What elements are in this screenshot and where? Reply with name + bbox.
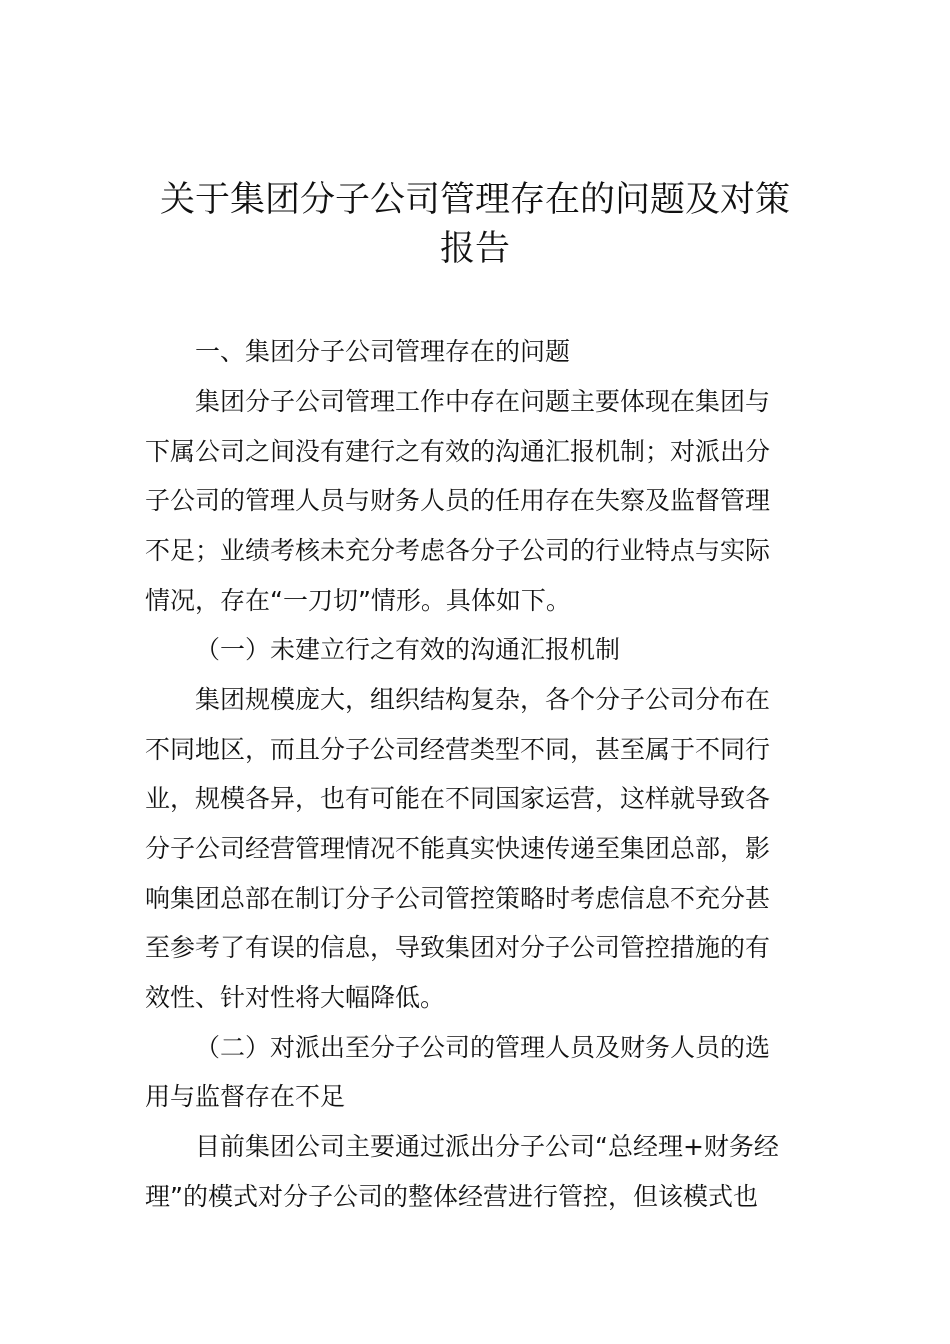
paragraph-line: 子公司的管理人员与财务人员的任用存在失察及监督管理 bbox=[145, 486, 771, 515]
subsection-heading: （一）未建立行之有效的沟通汇报机制 bbox=[195, 635, 621, 664]
paragraph-line: 不同地区，而且分子公司经营类型不同，甚至属于不同行 bbox=[145, 735, 771, 764]
paragraph-line: 情况，存在“一刀切”情形。具体如下。 bbox=[145, 586, 571, 615]
title-line: 关于集团分子公司管理存在的问题及对策 bbox=[159, 180, 790, 220]
subsection-heading: 用与监督存在不足 bbox=[145, 1082, 346, 1111]
paragraph-line: 理”的模式对分子公司的整体经营进行管控，但该模式也 bbox=[145, 1182, 758, 1211]
paragraph-line: 集团分子公司管理工作中存在问题主要体现在集团与 bbox=[195, 387, 771, 416]
paragraph-line: 下属公司之间没有建行之有效的沟通汇报机制；对派出分 bbox=[145, 437, 771, 466]
document-title bbox=[0, 176, 950, 274]
paragraph-line: 至参考了有误的信息，导致集团对分子公司管控措施的有 bbox=[145, 933, 771, 962]
paragraph-line: 响集团总部在制订分子公司管控策略时考虑信息不充分甚 bbox=[145, 884, 771, 913]
paragraph-line: 不足；业绩考核未充分考虑各分子公司的行业特点与实际 bbox=[145, 536, 771, 565]
paragraph-line: 集团规模庞大，组织结构复杂，各个分子公司分布在 bbox=[195, 685, 771, 714]
section-heading: 一、集团分子公司管理存在的问题 bbox=[195, 337, 571, 366]
paragraph-line: 业，规模各异，也有可能在不同国家运营，这样就导致各 bbox=[145, 784, 771, 813]
subsection-heading: （二）对派出至分子公司的管理人员及财务人员的选 bbox=[195, 1033, 771, 1062]
paragraph-line: 分子公司经营管理情况不能真实快速传递至集团总部，影 bbox=[145, 834, 771, 863]
title-line: 报告 bbox=[439, 229, 510, 269]
paragraph-line: 效性、针对性将大幅降低。 bbox=[145, 983, 446, 1012]
paragraph-line: 目前集团公司主要通过派出分子公司“总经理+财务经 bbox=[195, 1132, 779, 1161]
